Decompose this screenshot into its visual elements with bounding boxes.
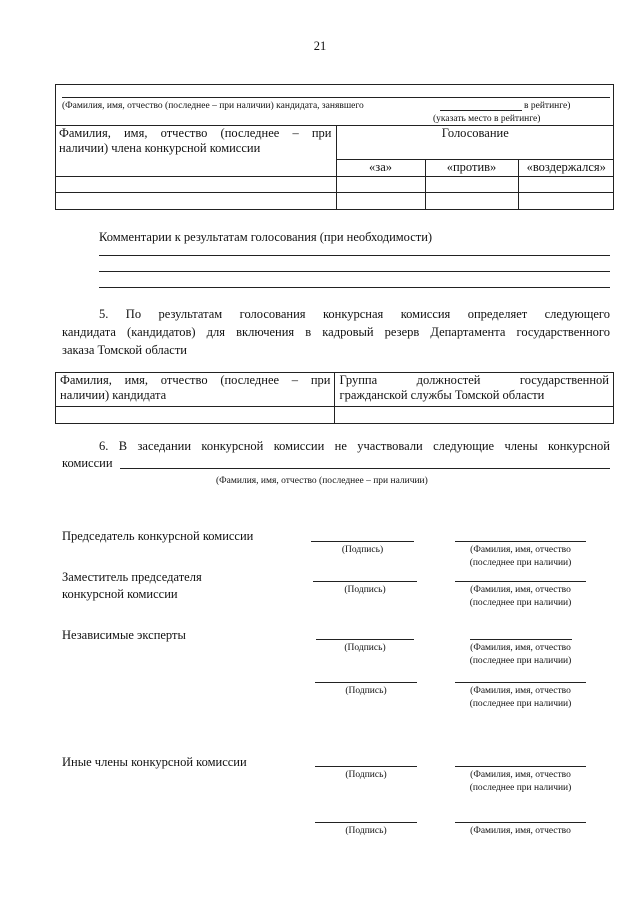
comments-line xyxy=(99,271,610,272)
name-caption: (Фамилия, имя, отчество (последнее при наличии) xyxy=(469,585,572,608)
deputy-label-line1: Заместитель председателя xyxy=(62,570,202,584)
chairman-label: Председатель конкурсной комиссии xyxy=(62,529,254,543)
section5-line3: заказа Томской области xyxy=(62,343,187,357)
position-group-header: Группа должностей государственной гражданской службы Томской области xyxy=(335,373,614,407)
experts-label: Независимые эксперты xyxy=(62,628,186,642)
name-caption: (Фамилия, имя, отчество xyxy=(470,826,571,836)
name-line xyxy=(455,766,586,767)
comments-line xyxy=(99,287,610,288)
name-caption: (Фамилия, имя, отчество (последнее при наличии) xyxy=(469,545,572,568)
signature-line xyxy=(315,682,417,683)
signature-caption: (Подпись) xyxy=(341,545,384,555)
page-number: 21 xyxy=(313,39,327,53)
signature-caption: (Подпись) xyxy=(345,826,387,836)
name-caption: (Фамилия, имя, отчество (последнее при наличии) xyxy=(469,643,572,666)
table-row xyxy=(55,177,614,193)
section5-line1: 5. По результатам голосования конкурсная комиссия определяет следующего xyxy=(99,307,610,321)
col-abstained: «воздержался» xyxy=(518,160,614,177)
signature-caption: (Подпись) xyxy=(344,585,386,595)
name-line xyxy=(455,581,586,582)
candidate-name-header: Фамилия, имя, отчество (последнее – при наличии) кандидата xyxy=(56,373,335,407)
voting-header: Голосование xyxy=(336,126,614,160)
name-line xyxy=(470,639,572,640)
absent-members-blank xyxy=(120,468,610,469)
col-for: «за» xyxy=(336,160,425,177)
signature-line xyxy=(313,581,417,582)
reserve-table xyxy=(55,372,614,424)
voting-table xyxy=(55,125,614,209)
signature-caption: (Подпись) xyxy=(344,643,386,653)
name-caption: (Фамилия, имя, отчество (последнее при наличии) xyxy=(469,770,572,793)
signature-caption: (Подпись) xyxy=(345,686,387,696)
rating-suffix: в рейтинге) xyxy=(524,101,571,111)
section5-line2: кандидата (кандидатов) для включения в кадровый резерв Департамента государственного xyxy=(62,325,610,339)
deputy-label-line2: конкурсной комиссии xyxy=(62,587,178,601)
name-line xyxy=(455,541,586,542)
section6-line1: 6. В заседании конкурсной комиссии не участвовали следующие члены конкурсной xyxy=(99,439,610,453)
candidate-name-caption: (Фамилия, имя, отчество (последнее – при наличии) кандидата, занявшего xyxy=(62,101,364,111)
rating-place-blank xyxy=(440,110,522,111)
col-against: «против» xyxy=(425,160,518,177)
signature-line xyxy=(316,639,414,640)
signature-line xyxy=(315,766,417,767)
member-name-header: Фамилия, имя, отчество (последнее – при наличии) члена конкурсной комиссии xyxy=(55,126,336,177)
comments-label: Комментарии к результатам голосования (при необходимости) xyxy=(99,230,433,244)
name-line xyxy=(455,682,586,683)
name-caption: (Фамилия, имя, отчество (последнее при наличии) xyxy=(469,686,572,709)
rating-caption: (указать место в рейтинге) xyxy=(433,114,541,124)
signature-line xyxy=(311,541,414,542)
absent-members-caption: (Фамилия, имя, отчество (последнее – при наличии) xyxy=(216,476,428,486)
table-row xyxy=(56,407,614,424)
signature-caption: (Подпись) xyxy=(345,770,387,780)
comments-line xyxy=(99,255,610,256)
table-row xyxy=(55,193,614,209)
name-line xyxy=(455,822,586,823)
section6-line2: комиссии xyxy=(62,456,113,470)
signature-line xyxy=(315,822,417,823)
other-members-label: Иные члены конкурсной комиссии xyxy=(62,755,247,769)
